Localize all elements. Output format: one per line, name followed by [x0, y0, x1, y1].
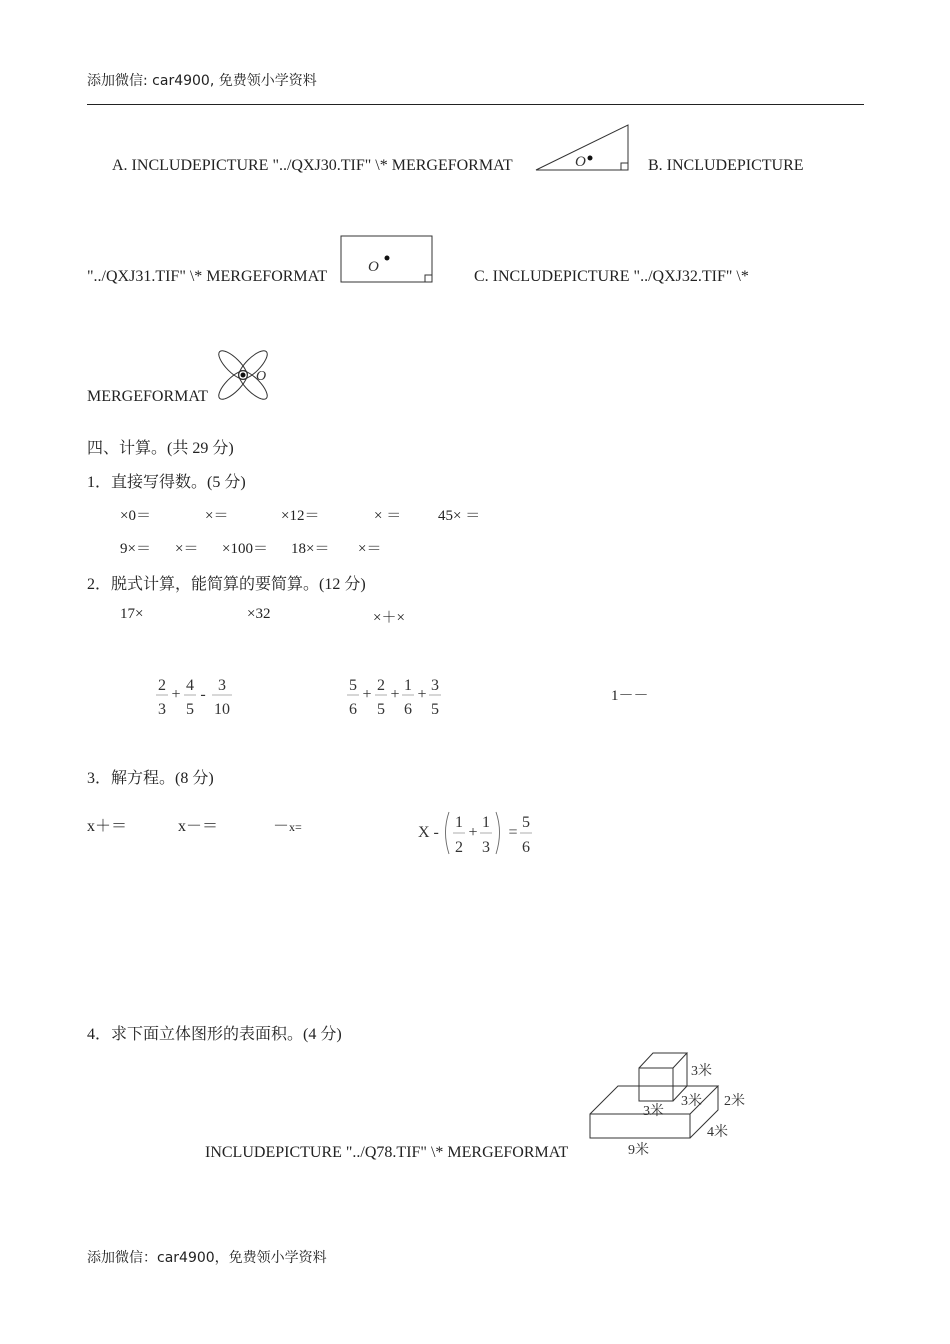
q3-equation-4 — [416, 806, 540, 860]
numerator: 2 — [377, 677, 385, 694]
triangle-point — [588, 156, 593, 161]
petal-figure — [212, 344, 276, 408]
q1-item: 18×＝ — [291, 541, 330, 557]
variable: X - — [418, 824, 439, 841]
q3-equation: x－＝ — [178, 818, 219, 835]
q1-item: × ＝ — [374, 508, 402, 524]
numerator: 1 — [482, 814, 490, 831]
operator: + — [362, 686, 372, 703]
numerator: 2 — [158, 677, 166, 694]
q4-include-text: INCLUDEPICTURE "../Q78.TIF" \* MERGEFORMAT — [205, 1144, 569, 1161]
page-header: 添加微信: car4900, 免费领小学资料 — [87, 73, 317, 89]
q1-item: ×＝ — [205, 508, 229, 524]
option-a-text: A. INCLUDEPICTURE "../QXJ30.TIF" \* MERGEFORMAT — [112, 157, 513, 174]
header-rule — [87, 104, 864, 105]
denominator: 6 — [522, 839, 530, 856]
rectangle-point-label: O — [368, 259, 379, 275]
operator: + — [417, 686, 427, 703]
q3-equation-part: － — [273, 818, 290, 835]
q2-title: 2．脱式计算，能简算的要简算。(12 分) — [87, 576, 366, 593]
dimension-label: 2米 — [724, 1094, 745, 1109]
dimension-label: 3米 — [643, 1104, 664, 1119]
denominator: 3 — [482, 839, 490, 856]
rectangle-point — [385, 256, 390, 261]
right-parenthesis — [496, 812, 500, 854]
fraction-expression-2 — [342, 672, 446, 722]
left-parenthesis — [446, 812, 450, 854]
q1-title: 1．直接写得数。(5 分) — [87, 474, 246, 491]
q1-item: ×0＝ — [120, 508, 151, 524]
operator: - — [200, 686, 206, 703]
operator: + — [468, 824, 478, 841]
denominator: 5 — [186, 701, 194, 718]
denominator: 6 — [349, 701, 357, 718]
numerator: 5 — [522, 814, 530, 831]
q1-item: ×＝ — [175, 541, 199, 557]
q3-equation-part: x= — [289, 820, 302, 834]
q1-item: 9×＝ — [120, 541, 151, 557]
section-title: 四、计算。(共 29 分) — [87, 440, 234, 457]
petal-point-label: O — [256, 369, 267, 384]
q2-item: 17× — [120, 606, 144, 622]
q2-expression-3: 1－－ — [611, 688, 649, 704]
option-c-text-2: MERGEFORMAT — [87, 388, 208, 405]
q2-item: ×32 — [247, 606, 271, 622]
operator: + — [390, 686, 400, 703]
q3-equation — [273, 813, 302, 836]
numerator: 3 — [431, 677, 439, 694]
denominator: 2 — [455, 839, 463, 856]
dimension-label: 3米 — [691, 1064, 712, 1079]
operator: + — [171, 686, 181, 703]
denominator: 3 — [158, 701, 166, 718]
numerator: 1 — [455, 814, 463, 831]
numerator: 3 — [218, 677, 226, 694]
q1-item: 45× ＝ — [438, 508, 481, 524]
rectangle-figure — [339, 234, 437, 286]
dimension-label: 4米 — [707, 1125, 728, 1140]
q2-item: ×＋× — [373, 610, 405, 626]
option-b-text-2: "../QXJ31.TIF" \* MERGEFORMAT — [87, 268, 328, 285]
denominator: 5 — [377, 701, 385, 718]
solid-figure — [584, 1048, 756, 1162]
denominator: 10 — [214, 701, 230, 718]
petal-center-point — [241, 373, 246, 378]
dimension-label: 9米 — [628, 1143, 649, 1158]
option-b-text-1: B. INCLUDEPICTURE — [648, 157, 804, 174]
equals: = — [508, 824, 518, 841]
numerator: 1 — [404, 677, 412, 694]
triangle-point-label: O — [575, 154, 586, 170]
option-c-text-1: C. INCLUDEPICTURE "../QXJ32.TIF" \* — [474, 268, 749, 285]
q1-item: ×12＝ — [281, 508, 320, 524]
fraction-expression-1 — [150, 672, 242, 722]
q3-equation: x＋＝ — [87, 818, 128, 835]
dimension-label: 3米 — [681, 1094, 702, 1109]
q1-item: ×＝ — [358, 541, 382, 557]
q1-item: ×100＝ — [222, 541, 268, 557]
q4-title: 4．求下面立体图形的表面积。(4 分) — [87, 1026, 342, 1043]
q3-title: 3．解方程。(8 分) — [87, 770, 214, 787]
page-footer: 添加微信：car4900，免费领小学资料 — [87, 1250, 327, 1266]
numerator: 5 — [349, 677, 357, 694]
denominator: 6 — [404, 701, 412, 718]
triangle-figure — [533, 122, 633, 174]
numerator: 4 — [186, 677, 194, 694]
denominator: 5 — [431, 701, 439, 718]
